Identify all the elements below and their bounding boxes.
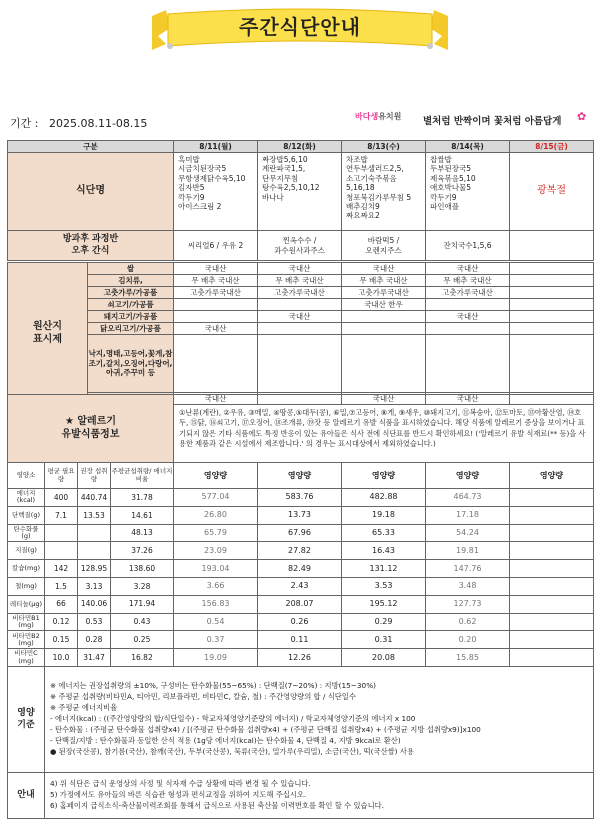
holiday-label: 광복절	[510, 153, 594, 231]
origin-value: 국내산	[342, 393, 426, 405]
nutrition-week: 0.25	[111, 631, 174, 649]
nutrition-rec: 140.06	[78, 595, 111, 613]
origin-value	[510, 323, 594, 335]
cell-line: 과수원사과주스	[274, 245, 325, 255]
origin-value	[426, 299, 510, 311]
nutrition-rec: 128.95	[78, 560, 111, 578]
nutrition-day-value: 0.20	[426, 631, 510, 649]
cell-line: 바나나	[262, 192, 284, 202]
nutrition-day-value	[510, 560, 594, 578]
origin-value: 국내산	[258, 263, 342, 275]
origin-value	[174, 335, 258, 393]
nutrition-name: 탄수화물 (g)	[8, 524, 45, 542]
header-label: 구분	[8, 141, 174, 153]
cell-line: 연두부샐러드2,5,	[346, 164, 404, 174]
snack-cell	[426, 231, 510, 261]
origin-value	[426, 323, 510, 335]
nutrition-day-value: 0.26	[258, 613, 342, 631]
cell-line: 배추김치9	[346, 201, 380, 211]
guide-label: 안내	[8, 773, 45, 819]
origin-value	[510, 263, 594, 275]
nutrition-avg: 0.15	[45, 631, 78, 649]
nutrition-day-value: 2.43	[258, 577, 342, 595]
cell-line: 제육볶음5,10	[430, 173, 476, 183]
nutrition-day-value: 13.73	[258, 506, 342, 524]
origin-value: 국내산	[426, 393, 510, 405]
nutrition-header: 평균 필요량	[45, 463, 78, 489]
origin-value: 국내산 한우	[342, 299, 426, 311]
guide-line: 4) 위 식단은 급식 운영상의 사정 및 식자재 수급 상황에 따라 변경 될 수 있습니다.	[50, 779, 311, 789]
cell-line: 아이스크림 2	[178, 201, 222, 211]
meal-cell	[426, 153, 510, 231]
note-line: - 탄수화물 : (주평균 탄수화물 섭취량x4) / [(주평균 탄수화물 섭취량x4) + (주평균 단백질 섭취량x4) + (주평균 지방 섭취량x9)]x100	[50, 724, 481, 734]
snack-cell	[510, 231, 594, 261]
nutrition-day-value: 19.81	[426, 542, 510, 560]
origin-value	[510, 311, 594, 323]
origin-value: 국내산	[174, 323, 258, 335]
cell-line: 깍두기9	[178, 192, 205, 202]
nutrition-day-value: 156.83	[174, 595, 258, 613]
nutrition-day-value: 65.79	[174, 524, 258, 542]
nutrition-day-value: 16.43	[342, 542, 426, 560]
day-header: 8/13(수)	[342, 141, 426, 153]
note-line: ● 된장(국산콩), 참기름(국산), 참깨(국산), 두부(국산콩), 묵류(국산), 밀가루(우리밀), 소금(국산), 떡(국산쌀) 사용	[50, 746, 414, 756]
nutrition-day-value	[510, 649, 594, 667]
nutrition-day-value: 482.88	[342, 489, 426, 507]
allergy-text: ①난류(계란), ②우유, ③메밀, ④땅콩,⑤대두(콩), ⑥밀,⑦고등어, ⑧게, ⑨새우, ⑩돼지고기, ⑪복숭아, ⑫토마토, ⑬아황산염, ⑭호두, ⑮닭, ⑯쇠고기, ⑰오징어, ⑱조개류, ⑲잣 등 알레르기 유발 식품을 표시하였습니다. 해당 식품에 알레르기 증상을 보이거나 표기되지 않은 기타 식품에도 특정 반응이 있는 유아들은 식사 전에 식단표를 반드시 확인하세요! ('알레르기 유발 식재료(** 등)을 사용한 제품과 같은 시설에서 제조합니다.' 의 경우는 표시대상에서 제외하였습니다.)	[174, 395, 594, 463]
nutrition-day-value: 3.66	[174, 577, 258, 595]
origin-value: 국내산	[426, 263, 510, 275]
nutrition-day-value: 193.04	[174, 560, 258, 578]
guide-line: 5) 가정에서도 유아들의 바른 식습관 형성과 편식교정을 위하여 지도해 주십시오.	[50, 790, 307, 800]
nutrition-day-value: 3.48	[426, 577, 510, 595]
nutrition-notes	[45, 667, 594, 773]
snack-cell	[174, 231, 258, 261]
cell-line: 차조밥	[346, 155, 368, 164]
cell-line: 계란파국1,5,	[262, 164, 306, 174]
origin-value	[342, 335, 426, 393]
cell-line: 단무지무침	[262, 173, 299, 183]
guide-line: 6) 홈페이지 급식소식-축산물이력조회를 통해서 급식으로 사용된 축산물 이력번호를 확인 할 수 있습니다.	[50, 800, 385, 810]
menu-table	[7, 140, 594, 261]
nutrition-day-value: 17.18	[426, 506, 510, 524]
day-header-holiday: 8/15(금)	[510, 141, 594, 153]
nutrition-week: 138.60	[111, 560, 174, 578]
nutrition-day-value: 0.11	[258, 631, 342, 649]
meal-cell	[174, 153, 258, 231]
origin-value: 무 배추 국내산	[426, 275, 510, 287]
cell-line: 씨리얼6 / 우유 2	[187, 240, 244, 250]
day-header: 8/14(목)	[426, 141, 510, 153]
nutrition-rec: 31.47	[78, 649, 111, 667]
note-line: - 에너지(kcal) : ((주간영양량의 합/식단일수) - 학교자체영양기준량의 에너지) / 학교자체영양기준의 에너지 x 100	[50, 714, 416, 724]
nutrition-day-value	[510, 489, 594, 507]
origin-value	[510, 299, 594, 311]
origin-value: 고춧가루국내산	[342, 287, 426, 299]
nutrition-header: 권장 섭취량	[78, 463, 111, 489]
tulip-icon: ✿	[577, 110, 587, 123]
nutrition-avg	[45, 524, 78, 542]
nutrition-day-value: 147.76	[426, 560, 510, 578]
nutrition-day-value: 26.80	[174, 506, 258, 524]
origin-table	[7, 262, 594, 405]
origin-item-name: 쇠고기/가공품	[88, 299, 174, 311]
origin-value	[258, 323, 342, 335]
nutrition-rec	[78, 542, 111, 560]
guide-table	[7, 772, 594, 819]
nutrition-day-value: 195.12	[342, 595, 426, 613]
origin-value: 고춧가루국내산	[426, 287, 510, 299]
nutrition-week: 37.26	[111, 542, 174, 560]
note-line: ※ 주평균 섭취량(비타민A, 티아민, 리보플라빈, 비타민C, 칼슘, 철) : 주간영양량의 합 / 식단일수	[50, 692, 356, 702]
nutrition-day-value	[510, 595, 594, 613]
cell-line: 김자반5	[178, 183, 205, 193]
origin-value: 고춧가루국내산	[258, 287, 342, 299]
cell-line: 바람떡5 /	[367, 236, 400, 246]
nutrition-week: 171.94	[111, 595, 174, 613]
nutrition-day-value: 19.18	[342, 506, 426, 524]
nutrition-week: 14.61	[111, 506, 174, 524]
nutrition-notes-table	[7, 666, 594, 773]
nutrition-name: 철(mg)	[8, 577, 45, 595]
nutrition-day-value: 12.26	[258, 649, 342, 667]
origin-value	[510, 275, 594, 287]
meal-label: 식단명	[8, 153, 174, 231]
meal-cell	[342, 153, 426, 231]
cell-line: 두부된장국5	[430, 164, 471, 174]
cell-line: 소고기숙주볶음	[346, 173, 397, 183]
nutrition-avg: 0.12	[45, 613, 78, 631]
brand	[355, 108, 595, 132]
period: 기간 : 2025.08.11-08.15	[10, 117, 148, 130]
nutrition-day-value: 0.54	[174, 613, 258, 631]
cell-line: 5,16,18	[346, 183, 375, 193]
nutrition-name: 단백질(g)	[8, 506, 45, 524]
nutrition-name: 칼슘(mg)	[8, 560, 45, 578]
nutrition-week: 0.43	[111, 613, 174, 631]
nutrition-day-value	[510, 524, 594, 542]
nutrition-avg: 142	[45, 560, 78, 578]
nutrition-rec	[78, 524, 111, 542]
nutrition-avg: 400	[45, 489, 78, 507]
nutrition-day-value: 65.33	[342, 524, 426, 542]
cell-line: 파인애플	[430, 201, 459, 211]
cell-line: 오렌지주스	[365, 245, 402, 255]
nutrition-day-value: 19.09	[174, 649, 258, 667]
nutrition-day-value: 208.07	[258, 595, 342, 613]
nutrition-avg: 10.0	[45, 649, 78, 667]
origin-value: 국내산	[174, 393, 258, 405]
nutrition-avg: 1.5	[45, 577, 78, 595]
snack-label: 방과후 과정반 오후 간식	[8, 231, 174, 261]
day-header: 8/12(화)	[258, 141, 342, 153]
allergy-table	[7, 394, 594, 463]
origin-value: 국내산	[258, 311, 342, 323]
origin-value	[342, 311, 426, 323]
origin-value: 무 배추 국내산	[258, 275, 342, 287]
nutrition-name: 비타민B1 (mg)	[8, 613, 45, 631]
cell-line: 잔치국수1,5,6	[443, 240, 492, 250]
page-title: 주간식단안내	[239, 15, 361, 39]
nutrition-day-header: 영양량	[510, 463, 594, 489]
nutrition-avg	[45, 542, 78, 560]
origin-item-name: 돼지고기/가공품	[88, 311, 174, 323]
kindergarten-logo: 바다생유치원	[355, 112, 402, 121]
cell-line: 애호박나물5	[430, 183, 471, 193]
nutrition-day-value	[510, 542, 594, 560]
nutrition-day-value: 23.09	[174, 542, 258, 560]
nutrition-notes-label: 영양 기준	[8, 667, 45, 773]
nutrition-week: 31.78	[111, 489, 174, 507]
origin-value: 고춧가루국내산	[174, 287, 258, 299]
nutrition-rec: 3.13	[78, 577, 111, 595]
cell-line: 찐옥수수 /	[282, 236, 317, 246]
cell-line: 흑미밥	[178, 155, 200, 164]
origin-value	[174, 299, 258, 311]
origin-value: 무 배추 국내산	[342, 275, 426, 287]
origin-value: 국내산	[174, 263, 258, 275]
nutrition-avg: 7.1	[45, 506, 78, 524]
nutrition-day-value: 15.85	[426, 649, 510, 667]
origin-value	[258, 335, 342, 393]
nutrition-name: 비타민C (mg)	[8, 649, 45, 667]
slogan: 별처럼 반짝이며 꽃처럼 아름답게	[423, 116, 562, 127]
nutrition-day-value	[510, 577, 594, 595]
nutrition-day-header: 영양량	[426, 463, 510, 489]
guide-notes	[45, 773, 594, 819]
cell-line: 찹쌀밥	[430, 155, 452, 164]
origin-value	[510, 287, 594, 299]
cell-line: 청포묵김가루무침 5	[346, 192, 412, 202]
nutrition-avg: 66	[45, 595, 78, 613]
origin-value	[510, 335, 594, 393]
snack-cell	[258, 231, 342, 261]
nutrition-name: 비타민B2 (mg)	[8, 631, 45, 649]
nutrition-day-value: 127.73	[426, 595, 510, 613]
origin-value: 국내산	[426, 311, 510, 323]
nutrition-day-value: 20.08	[342, 649, 426, 667]
cell-line: 무항생제닭수육5,10	[178, 173, 246, 183]
nutrition-week: 16.82	[111, 649, 174, 667]
nutrition-day-value: 131.12	[342, 560, 426, 578]
nutrition-day-header: 영양량	[174, 463, 258, 489]
nutrition-day-value	[510, 631, 594, 649]
cell-line: 시금치된장국5	[178, 164, 227, 174]
cell-line: 탕수육2,5,10,12	[262, 183, 320, 193]
allergy-label: ★ 알레르기 유발식품정보	[8, 395, 174, 463]
nutrition-day-header: 영양량	[342, 463, 426, 489]
origin-item-name: 고춧가루/가공품	[88, 287, 174, 299]
nutrition-rec: 0.53	[78, 613, 111, 631]
nutrition-day-value: 54.24	[426, 524, 510, 542]
nutrition-week: 48.13	[111, 524, 174, 542]
snack-cell	[342, 231, 426, 261]
cell-line: 짜장밥5,6,10	[262, 155, 308, 164]
day-header: 8/11(월)	[174, 141, 258, 153]
nutrition-day-value	[510, 613, 594, 631]
nutrition-day-value: 577.04	[174, 489, 258, 507]
note-line: - 단백질/지방 : 탄수화물과 동일한 산식 적용 (1g당 에너지(kcal)는 탄수화물 4, 단백질 4, 지방 9kcal로 환산)	[50, 735, 401, 745]
origin-label: 원산지 표시제	[8, 263, 88, 405]
nutrition-header: 주평균섭취량/ 에너지비율	[111, 463, 174, 489]
nutrition-table	[7, 462, 594, 667]
origin-value: 국내산	[342, 263, 426, 275]
note-line: ※ 에너지는 권장섭취량의 ±10%, 구성비는 탄수화물(55~65%) : 단백질(7~20%) : 지방(15~30%)	[50, 681, 376, 691]
nutrition-name: 레티놀(μg)	[8, 595, 45, 613]
nutrition-day-value: 464.73	[426, 489, 510, 507]
nutrition-day-value	[510, 506, 594, 524]
cell-line: 깍두기9	[430, 192, 457, 202]
nutrition-day-value: 583.76	[258, 489, 342, 507]
origin-item-name: 김치류,	[88, 275, 174, 287]
nutrition-day-header: 영양량	[258, 463, 342, 489]
origin-item-name: 닭오리고기/가공품	[88, 323, 174, 335]
nutrition-name: 에너지 (kcal)	[8, 489, 45, 507]
origin-value	[342, 323, 426, 335]
nutrition-day-value: 27.82	[258, 542, 342, 560]
nutrition-rec: 13.53	[78, 506, 111, 524]
nutrition-rec: 0.28	[78, 631, 111, 649]
nutrition-day-value: 0.29	[342, 613, 426, 631]
origin-value	[258, 299, 342, 311]
origin-value	[174, 311, 258, 323]
nutrition-day-value: 0.37	[174, 631, 258, 649]
nutrition-day-value: 67.96	[258, 524, 342, 542]
nutrition-day-value: 0.62	[426, 613, 510, 631]
meal-cell	[258, 153, 342, 231]
nutrition-week: 3.28	[111, 577, 174, 595]
cell-line: 짜요짜요2	[346, 211, 380, 221]
nutrition-day-value: 3.53	[342, 577, 426, 595]
origin-value	[426, 335, 510, 393]
note-line: ※ 주평균 에너지비율	[50, 703, 118, 713]
origin-value: 무 배추 국내산	[174, 275, 258, 287]
nutrition-day-value: 0.31	[342, 631, 426, 649]
origin-item-name: 낙지,명태,고등어,꽃게,참조기,갈치,오징어,다랑어,아귀,주꾸미 등	[88, 335, 174, 393]
nutrition-name: 지질(g)	[8, 542, 45, 560]
nutrition-day-value: 82.49	[258, 560, 342, 578]
nutrition-header: 영양소	[8, 463, 45, 489]
origin-item-name: 쌀	[88, 263, 174, 275]
nutrition-rec: 440.74	[78, 489, 111, 507]
